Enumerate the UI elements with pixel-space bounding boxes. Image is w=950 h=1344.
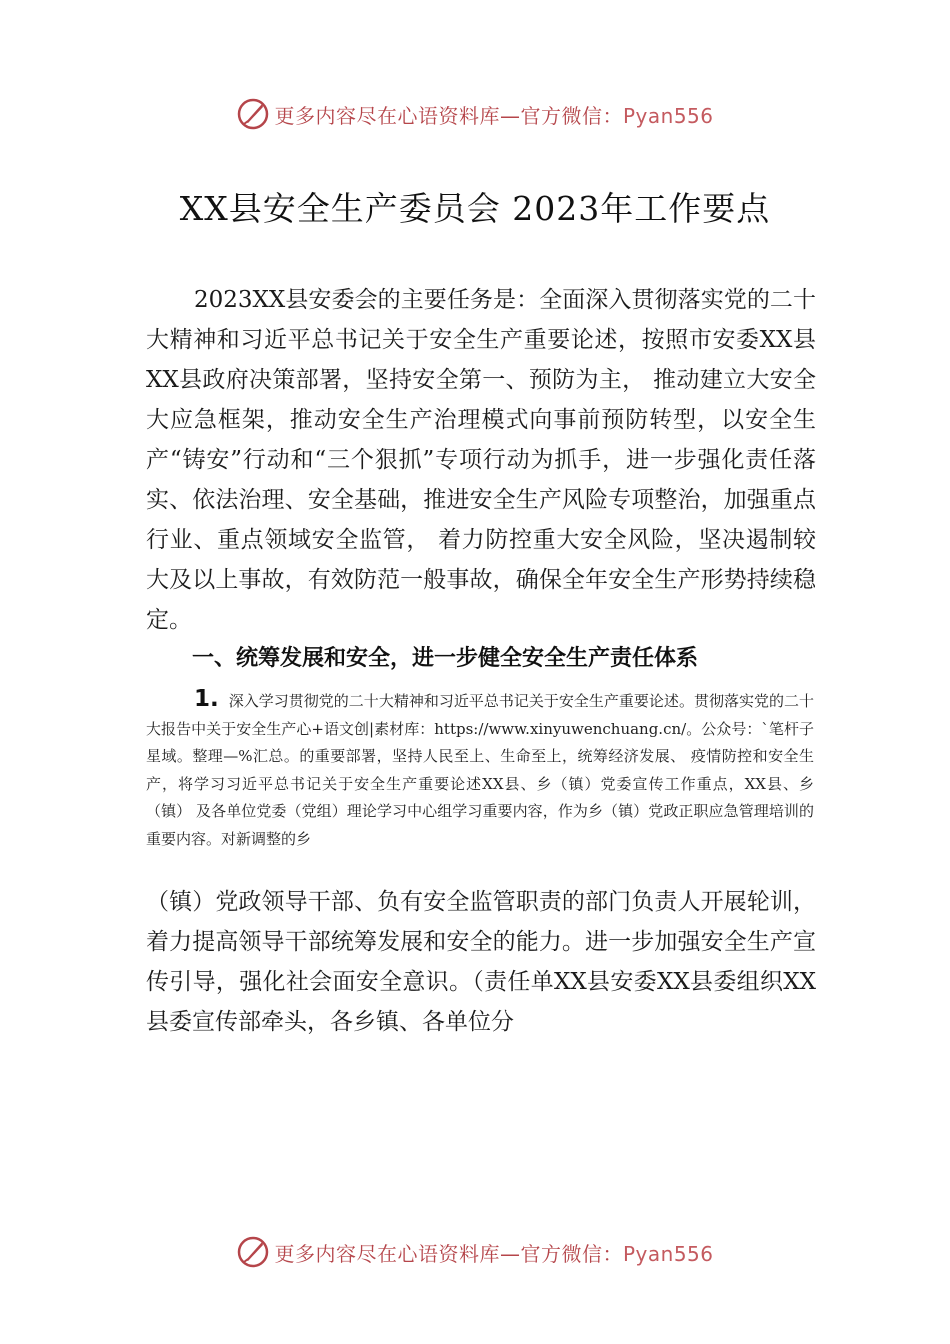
banner-handle: Pyan556 [622,103,714,128]
quill-seal-icon [236,1235,270,1269]
footer-banner [0,1232,950,1272]
banner-main: 更多内容尽在心语资料库 [274,103,500,128]
banner-wechat-label: 官方微信： [520,1241,623,1266]
banner-handle: Pyan556 [622,1241,714,1266]
banner-text [274,1238,713,1267]
banner-wechat-label: 官方微信： [520,103,623,128]
banner-text [274,100,713,129]
item-paragraph [146,686,814,853]
banner-separator: — [499,1241,521,1266]
banner-separator: — [499,103,521,128]
item-continuation: （镇）党政领导干部、负有安全监管职责的部门负责人开展轮训，着力提高领导干部统筹发展和安全的能力。进一步加强安全生产宣传引导，强化社会面安全意识。（责任单XX县安委XX县委组织XX县委宣传部牵头，各乡镇、各单位分 [146,889,816,1035]
item-small-text: 深入学习贯彻党的二十大精神和习近平总书记关于安全生产重要论述。贯彻落实党的二十大报告中关于安全生产心+语文创|素材库：https://www.xinyuwenchuang.cn/。公众号：`笔杆子星域。整理—%汇总。的重要部署，坚持人民至上、生命至上，统筹经济发展、 疫情防控和安全生产，将学习习近平总书记关于安全生产重要论述XX县、乡（镇）党委宣传工作重点，XX县、乡（镇） 及各单位党委（党组）理论学习中心组学习重要内容，作为乡（镇）党政正职应急管理培训的重要内容。对新调整的乡 [146,692,814,848]
item-number: 1. [194,686,219,712]
intro-paragraph: 2023XX县安委会的主要任务是：全面深入贯彻落实党的二十大精神和习近平总书记关于安全生产重要论述，按照市安委XX县XX县政府决策部署，坚持安全第一、预防为主， 推动建立大安全大应急框架，推动安全生产治理模式向事前预防转型，以安全生产“铸安”行动和“三个狠抓”专项行动为抓手，进一步强化责任落实、依法治理、安全基础，推进安全生产风险专项整治，加强重点行业、重点领域安全监管， 着力防控重大安全风险，坚决遏制较大及以上事故，有效防范一般事故，确保全年安全生产形势持续稳定。 [146,287,816,633]
section-heading: 一、统筹发展和安全，进一步健全安全生产责任体系 [192,646,699,671]
banner-main: 更多内容尽在心语资料库 [274,1241,500,1266]
quill-seal-icon [236,97,270,131]
header-banner [0,94,950,134]
document-title: XX县安全生产委员会 2023年工作要点 [179,189,771,228]
